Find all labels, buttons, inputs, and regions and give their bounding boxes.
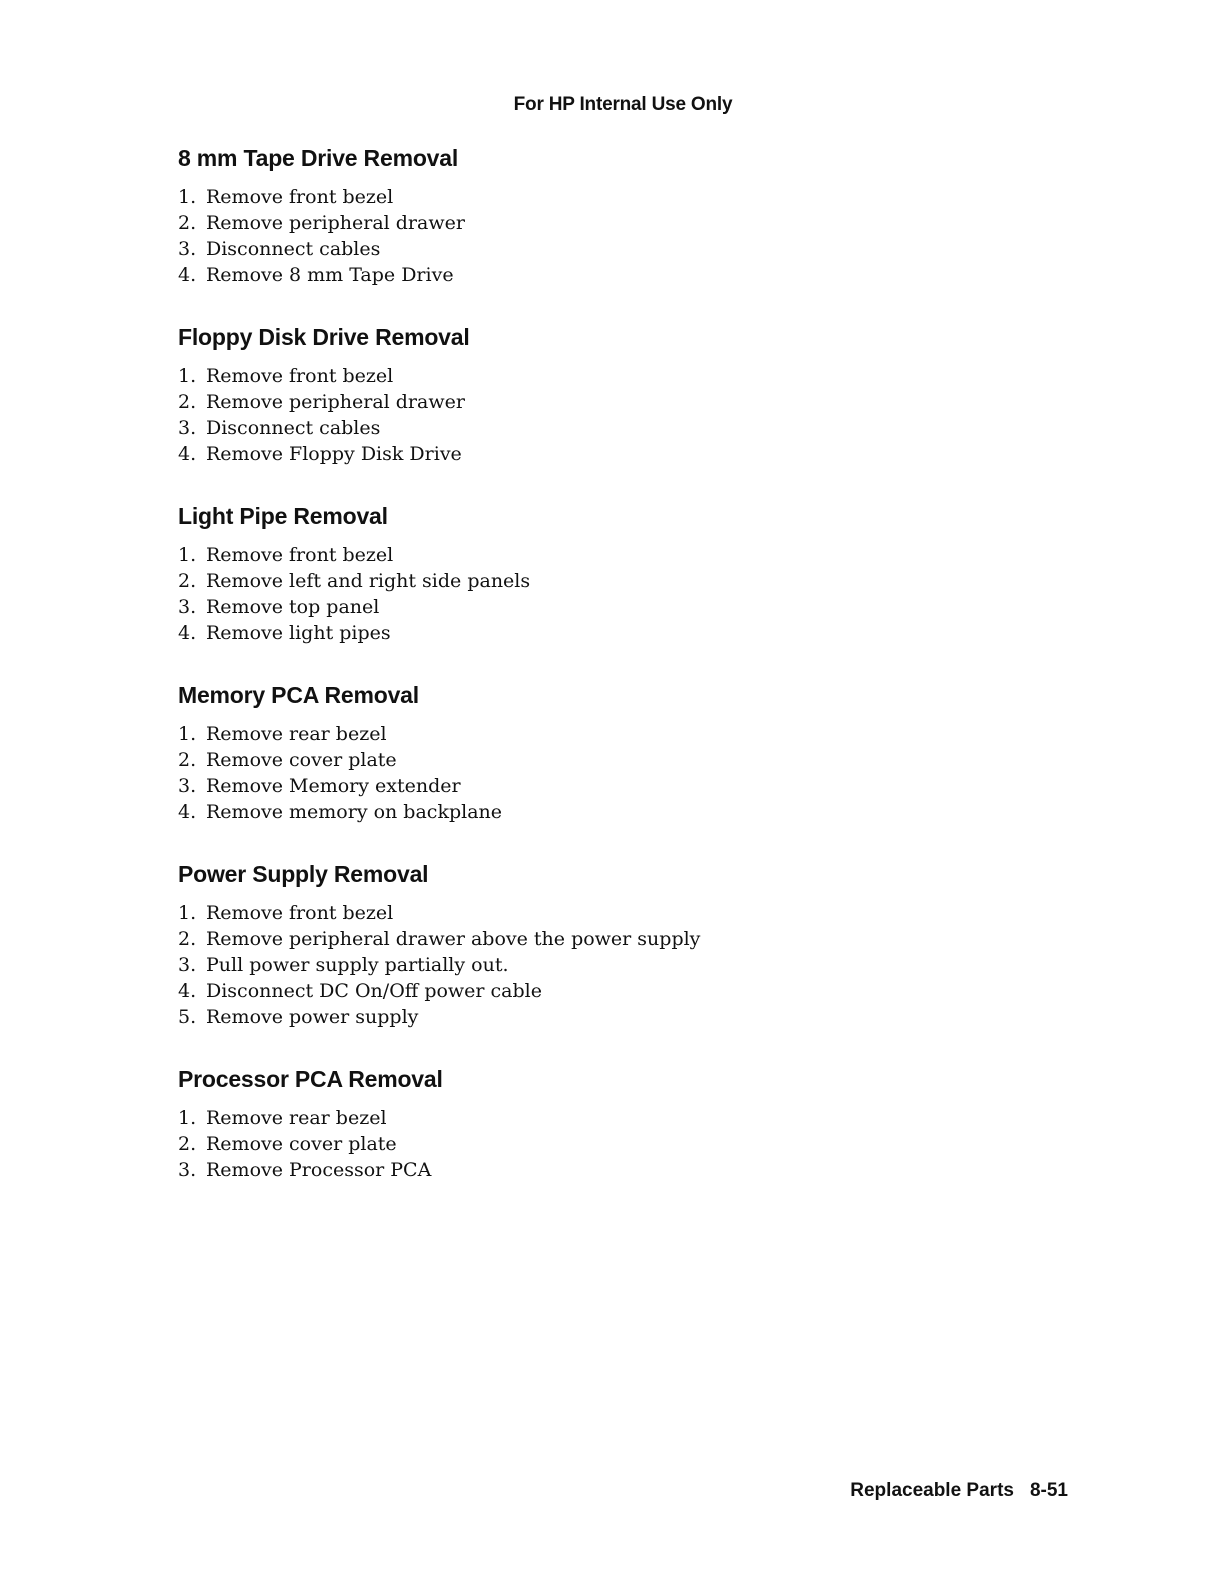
step-item: 4. Remove 8 mm Tape Drive [178,264,454,286]
step-list [178,542,878,646]
step-item: 2. Remove left and right side panels [178,570,531,592]
step-item: 1. Remove front bezel [178,186,394,208]
step-item: 1. Remove front bezel [178,544,394,566]
step-item: 4. Remove memory on backplane [178,801,503,823]
step-item: 4. Remove Floppy Disk Drive [178,443,462,465]
step-item: 3. Remove Processor PCA [178,1159,432,1181]
step-list [178,900,878,1030]
section-title: Power Supply Removal [178,861,429,887]
step-item: 3. Disconnect cables [178,238,381,260]
step-item: 3. Remove top panel [178,596,380,618]
step-item: 2. Remove cover plate [178,749,397,771]
section-floppy-disk-drive-removal [178,323,878,467]
step-list [178,184,878,288]
step-item: 4. Remove light pipes [178,622,391,644]
step-item: 1. Remove rear bezel [178,1107,387,1129]
section-title: Light Pipe Removal [178,503,388,529]
step-item: 2. Remove peripheral drawer above the power supply [178,928,701,950]
section-power-supply-removal [178,860,878,1030]
page-header: For HP Internal Use Only [513,94,733,115]
step-item: 2. Remove cover plate [178,1133,397,1155]
footer-section-label: Replaceable Parts [850,1480,1014,1501]
page-footer [850,1480,1068,1502]
section-title: 8 mm Tape Drive Removal [178,145,459,171]
step-item: 4. Disconnect DC On/Off power cable [178,980,542,1002]
step-item: 3. Disconnect cables [178,417,381,439]
step-list [178,1105,878,1183]
step-item: 1. Remove front bezel [178,902,394,924]
section-processor-pca-removal [178,1065,878,1183]
page-number: 8-51 [1029,1480,1068,1501]
section-title: Processor PCA Removal [178,1066,443,1092]
step-item: 1. Remove front bezel [178,365,394,387]
step-item: 2. Remove peripheral drawer [178,212,465,234]
section-title: Memory PCA Removal [178,682,419,708]
step-item: 5. Remove power supply [178,1006,419,1028]
section-memory-pca-removal [178,681,878,825]
step-item: 1. Remove rear bezel [178,723,387,745]
step-item: 2. Remove peripheral drawer [178,391,465,413]
section-title: Floppy Disk Drive Removal [178,324,470,350]
section-light-pipe-removal [178,502,878,646]
section-tape-drive-removal [178,144,878,288]
step-list [178,721,878,825]
step-list [178,363,878,467]
step-item: 3. Pull power supply partially out. [178,954,509,976]
step-item: 3. Remove Memory extender [178,775,461,797]
